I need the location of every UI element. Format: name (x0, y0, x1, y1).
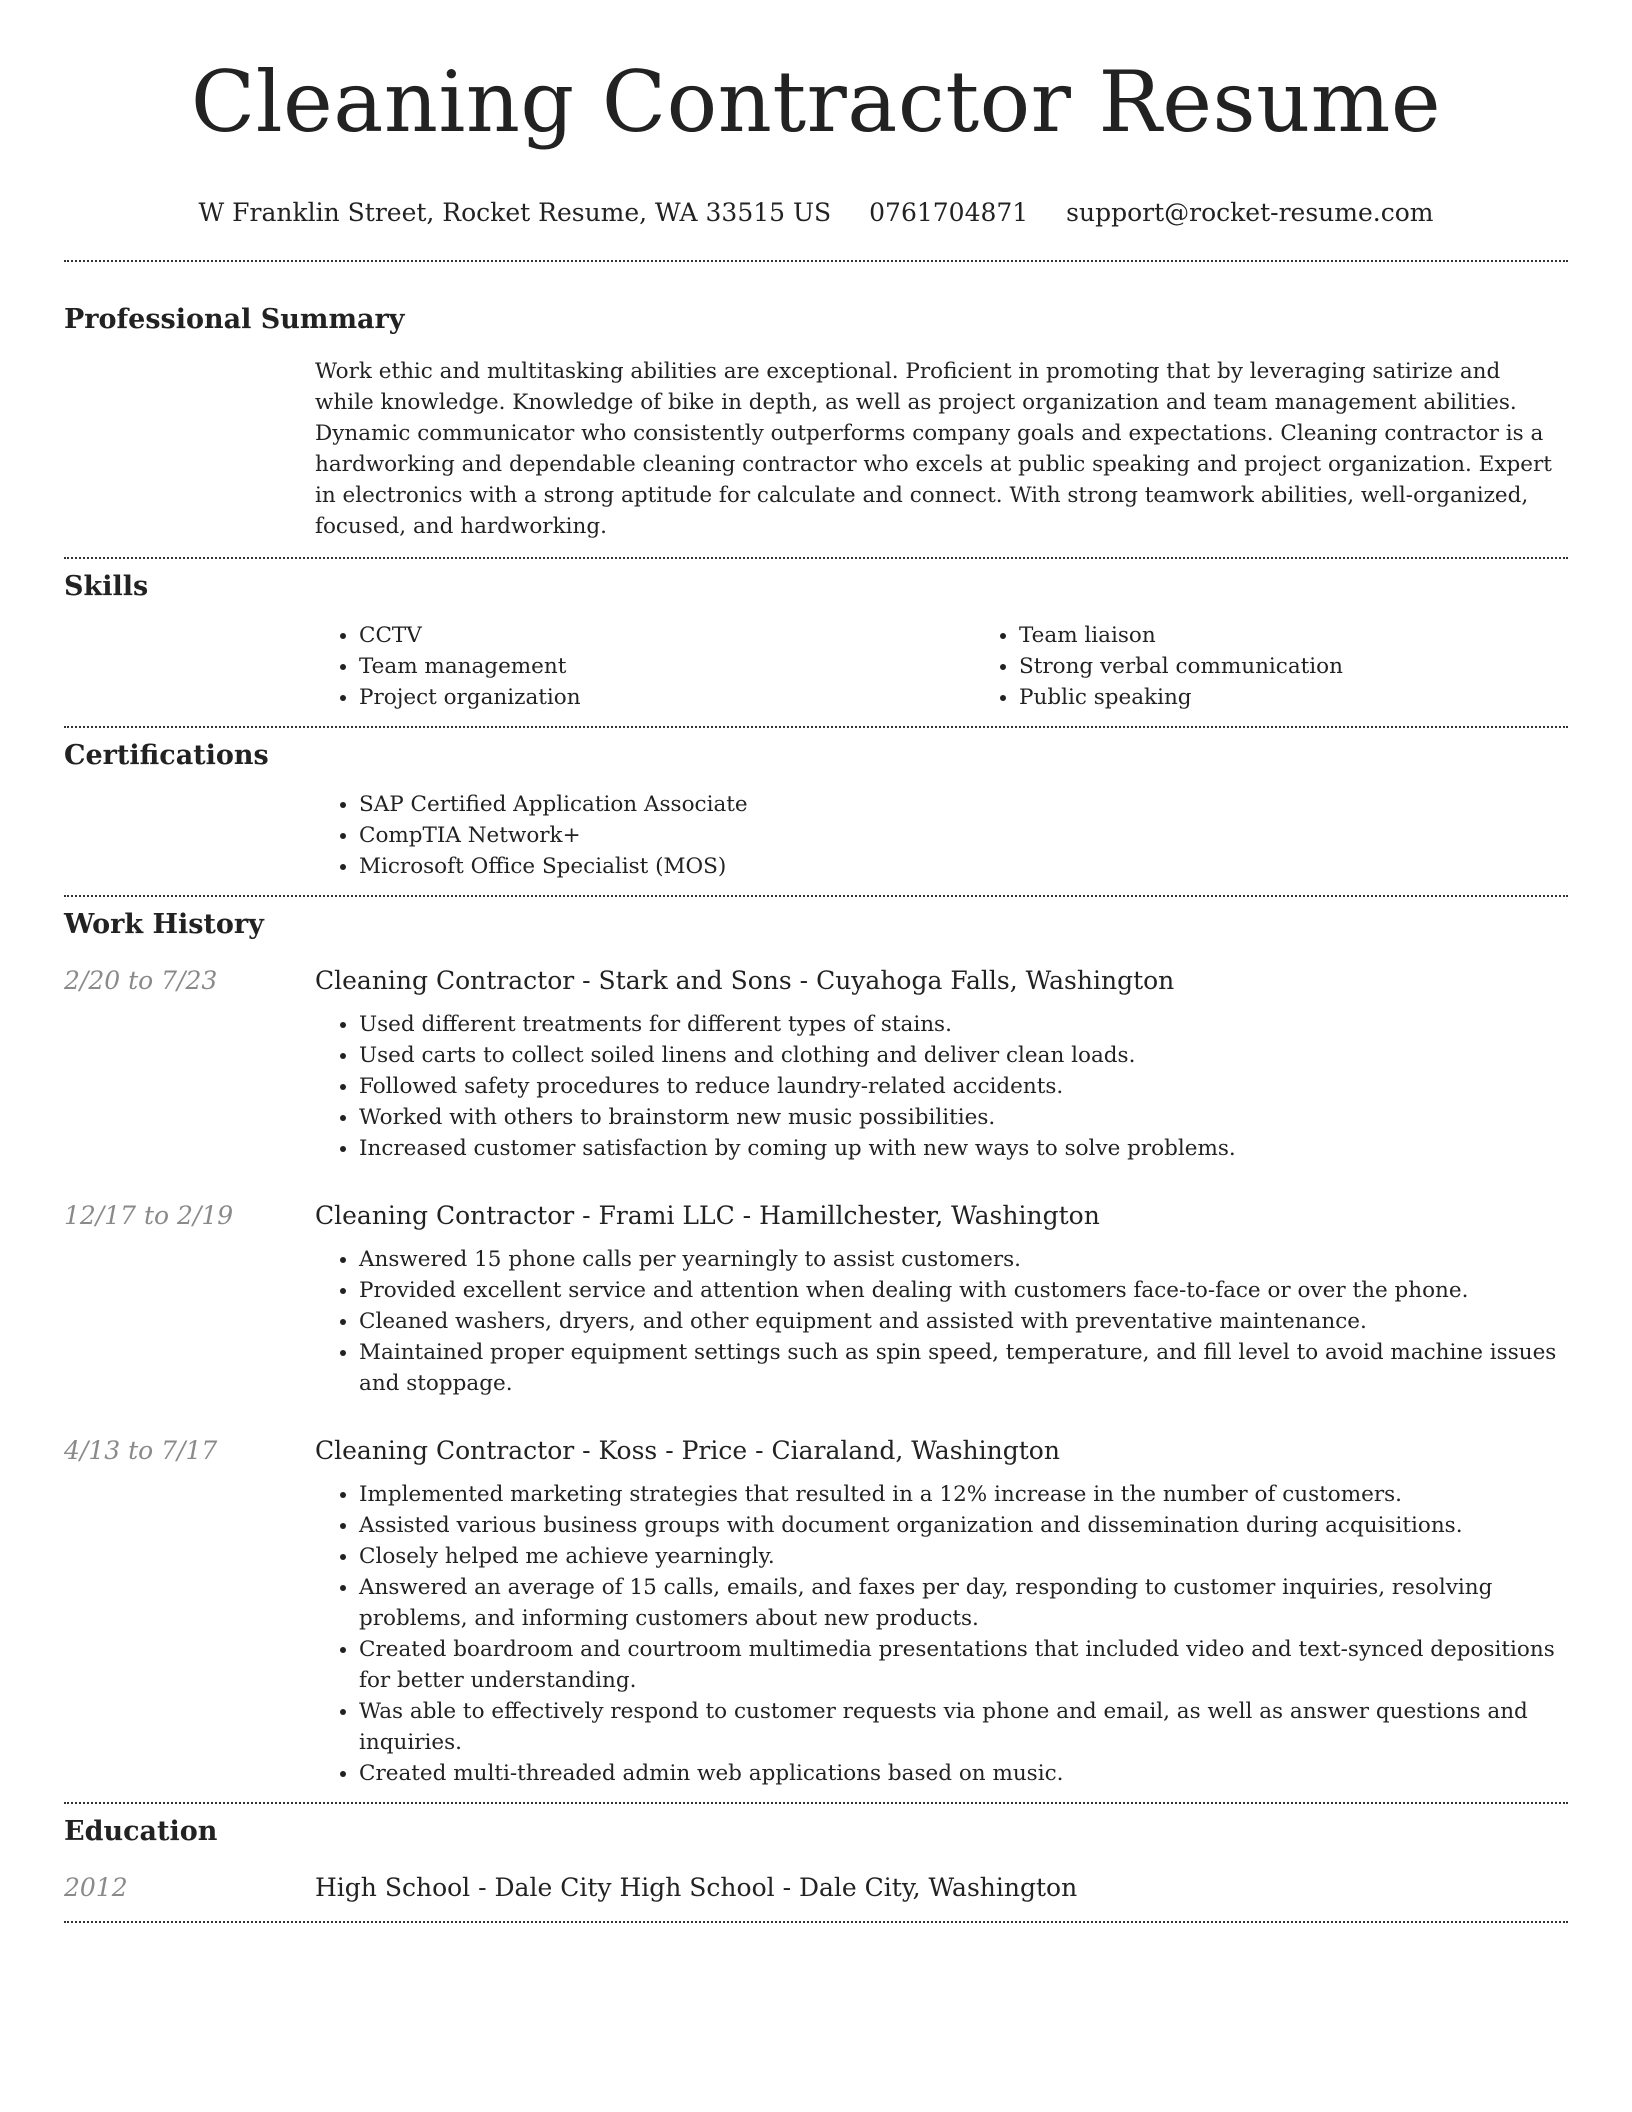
list-item: • Project organization (359, 682, 975, 713)
education-section (64, 1804, 1568, 1906)
summary-heading: Professional Summary (64, 304, 405, 335)
list-item: • Cleaned washers, dryers, and other equipment and assisted with preventative maintenance. (359, 1306, 1568, 1337)
contact-line (64, 196, 1568, 230)
resume-title: Cleaning Contractor Resume (190, 53, 1442, 151)
contact-email: support@rocket-resume.com (1066, 198, 1434, 227)
job-entry (64, 1198, 1568, 1399)
list-item: • Microsoft Office Specialist (MOS) (359, 851, 1568, 882)
list-item: • Maintained proper equipment settings such as spin speed, temperature, and fill level to avoid machine issues and stoppage. (359, 1337, 1568, 1399)
job-dates: 4/13 to 7/17 (64, 1436, 218, 1465)
list-item: • Team liaison (1019, 620, 1632, 651)
job-title: Cleaning Contractor - Stark and Sons - Cuyahoga Falls, Washington (315, 966, 1175, 995)
list-item: • Increased customer satisfaction by coming up with new ways to solve problems. (359, 1133, 1568, 1164)
list-item: • SAP Certified Application Associate (359, 789, 1568, 820)
list-item: • Assisted various business groups with document organization and dissemination during acquisitions. (359, 1510, 1568, 1541)
skills-list-left (315, 620, 975, 713)
list-item: • Answered an average of 15 calls, emails, and faxes per day, responding to customer inquiries, resolving problems, and informing customers about new products. (359, 1572, 1568, 1634)
list-item: • Created boardroom and courtroom multimedia presentations that included video and text-synced depositions for better understanding. (359, 1634, 1568, 1696)
list-item: • Created multi-threaded admin web applications based on music. (359, 1758, 1568, 1789)
list-item: • Was able to effectively respond to customer requests via phone and email, as well as answer questions and inquiries. (359, 1696, 1568, 1758)
summary-text: Work ethic and multitasking abilities are exceptional. Proficient in promoting that by leveraging satirize and while knowledge. Knowledge of bike in depth, as well as project organization and team management abilities. Dynamic communicator who consistently outperforms company goals and expectations. Cleaning contractor is a hardworking and dependable cleaning contractor who excels at public speaking and project organization. Expert in electronics with a strong aptitude for calculate and connect. With strong teamwork abilities, well-organized, focused, and hardworking. (315, 359, 1552, 539)
skills-heading: Skills (64, 571, 149, 602)
education-year: 2012 (64, 1873, 128, 1902)
list-item: • Team management (359, 651, 975, 682)
contact-phone: 0761704871 (869, 198, 1029, 227)
education-title: High School - Dale City High School - Dale City, Washington (315, 1873, 1078, 1902)
contact-address: W Franklin Street, Rocket Resume, WA 33515 US (198, 198, 832, 227)
summary-section (64, 262, 1568, 542)
job-entry (64, 1433, 1568, 1789)
list-item: • Answered 15 phone calls per yearningly to assist customers. (359, 1244, 1568, 1275)
job-bullets (315, 1244, 1568, 1399)
skills-list-right (975, 620, 1632, 713)
job-entry (64, 963, 1568, 1164)
list-item: • Closely helped me achieve yearningly. (359, 1541, 1568, 1572)
certifications-list (315, 789, 1568, 882)
certifications-heading: Certifications (64, 740, 269, 771)
list-item: • CompTIA Network+ (359, 820, 1568, 851)
list-item: • Used different treatments for different types of stains. (359, 1009, 1568, 1040)
list-item: • Implemented marketing strategies that resulted in a 12% increase in the number of customers. (359, 1479, 1568, 1510)
list-item: • Used carts to collect soiled linens and clothing and deliver clean loads. (359, 1040, 1568, 1071)
job-title: Cleaning Contractor - Koss - Price - Ciaraland, Washington (315, 1436, 1060, 1465)
list-item: • Followed safety procedures to reduce laundry-related accidents. (359, 1071, 1568, 1102)
job-bullets (315, 1479, 1568, 1789)
certifications-section (64, 728, 1568, 882)
list-item: • Worked with others to brainstorm new music possibilities. (359, 1102, 1568, 1133)
work-history-heading: Work History (64, 909, 264, 940)
list-item: • CCTV (359, 620, 975, 651)
job-dates: 2/20 to 7/23 (64, 966, 218, 995)
work-history-section (64, 897, 1568, 1789)
education-heading: Education (64, 1816, 218, 1847)
job-title: Cleaning Contractor - Frami LLC - Hamillchester, Washington (315, 1201, 1100, 1230)
job-dates: 12/17 to 2/19 (64, 1201, 234, 1230)
job-bullets (315, 1009, 1568, 1164)
list-item: • Public speaking (1019, 682, 1632, 713)
list-item: • Provided excellent service and attention when dealing with customers face-to-face or over the phone. (359, 1275, 1568, 1306)
section-divider (64, 1921, 1568, 1923)
list-item: • Strong verbal communication (1019, 651, 1632, 682)
skills-section (64, 559, 1568, 713)
